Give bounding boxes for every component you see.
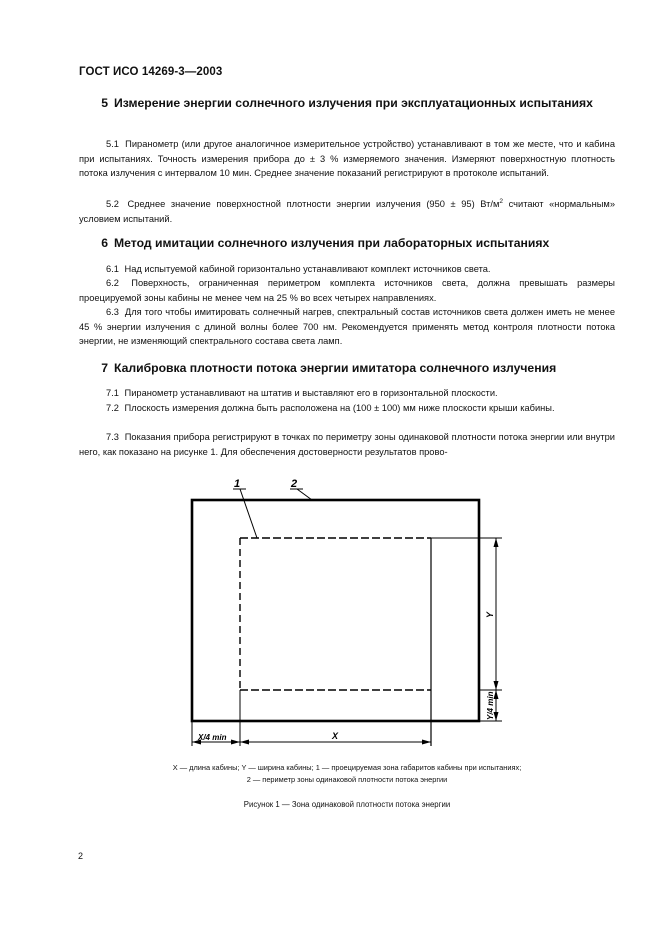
section-5-number: 5 (101, 96, 108, 110)
paragraph-text-cont: считают «нормальным» условием испытаний. (79, 199, 615, 224)
paragraph-text: Среднее значение поверхностной плотности энергии излучения (950 ± 95) Вт/м (127, 199, 500, 210)
paragraph-text: Плоскость измерения должна быть расположена на (100 ± 100) мм ниже плоскости крыши кабины. (124, 403, 555, 413)
paragraph-number: 6.3 (106, 307, 119, 317)
arrow-head (494, 538, 499, 547)
paragraph-text: Пиранометр (или другое аналогичное измерительное устройство) устанавливают в том же месте, что и кабина при испытаниях. Точность измерения прибора до ± 3 % измеряемого значения. Измеряют поверхностную плотность потока излучения с интервалом 10 мин. Среднее значение показаний регистрируют в протоколе испытаний. (79, 139, 615, 179)
paragraph-text: Поверхность, ограниченная периметром комплекта источников света, должна превышать размеры проецируемой зоны кабины не менее чем на 25 % во всех четырех направлениях. (79, 278, 615, 303)
callout-1-label: 1 (234, 478, 241, 490)
arrow-head (231, 740, 240, 745)
section-7-title: Калибровка плотности потока энергии имитатора солнечного излучения (114, 361, 557, 375)
section-5-title: Измерение энергии солнечного излучения при эксплуатационных испытаниях (114, 96, 593, 110)
paragraph-number: 7.2 (106, 403, 119, 413)
callout-2-label: 2 (291, 478, 298, 490)
figure-legend-line-2: 2 — периметр зоны одинаковой плотности потока энергии (246, 775, 448, 784)
paragraph-number: 5.1 (106, 139, 119, 149)
paragraph-number: 6.1 (106, 264, 119, 274)
paragraph-text: Показания прибора регистрируют в точках по периметру зоны одинаковой плотности потока энергии или внутри него, как показано на рисунке 1. Для обеспечения достоверности результатов прово- (79, 432, 615, 457)
superscript: 2 (499, 198, 504, 205)
paragraph-number: 7.1 (106, 388, 119, 398)
dimension-x-label: X (332, 731, 339, 741)
section-6-title: Метод имитации солнечного излучения при лабораторных испытаниях (114, 236, 550, 250)
perimeter-zone-rect (192, 500, 479, 721)
section-6-number: 6 (101, 236, 108, 250)
dimension-y-label: Y (485, 611, 495, 618)
dimension-x4-label: X/4 min (198, 733, 227, 742)
dimension-y4-label: Y/4 min (486, 691, 495, 720)
document-header: ГОСТ ИСО 14269-3—2003 (79, 66, 223, 78)
page-number: 2 (78, 851, 84, 861)
arrow-head (240, 740, 249, 745)
section-7-number: 7 (101, 361, 108, 375)
callout-2-leader (297, 489, 312, 500)
paragraph-text: Для того чтобы имитировать солнечный нагрев, спектральный состав источников света должен иметь не менее 45 % энергии излучения с длиной волны более 700 нм. Рекомендуется применять метод контроля плотности потока энергии, не изменяющий спектрального состава света ламп. (79, 307, 615, 347)
arrow-head (494, 681, 499, 690)
paragraph-number: 5.2 (106, 199, 119, 210)
paragraph-number: 7.3 (106, 432, 119, 442)
callout-1-leader (240, 489, 257, 538)
arrow-head (422, 740, 431, 745)
figure-caption: Рисунок 1 — Зона одинаковой плотности потока энергии (243, 800, 451, 809)
paragraph-text: Над испытуемой кабиной горизонтально устанавливают комплект источников света. (124, 264, 491, 274)
paragraph-text: Пиранометр устанавливают на штатив и выставляют его в горизонтальной плоскости. (124, 388, 498, 398)
figure-legend-line-1: X — длина кабины; Y — ширина кабины; 1 — проецируемая зона габаритов кабины при испытаниях; (172, 763, 522, 772)
paragraph-number: 6.2 (106, 278, 119, 288)
